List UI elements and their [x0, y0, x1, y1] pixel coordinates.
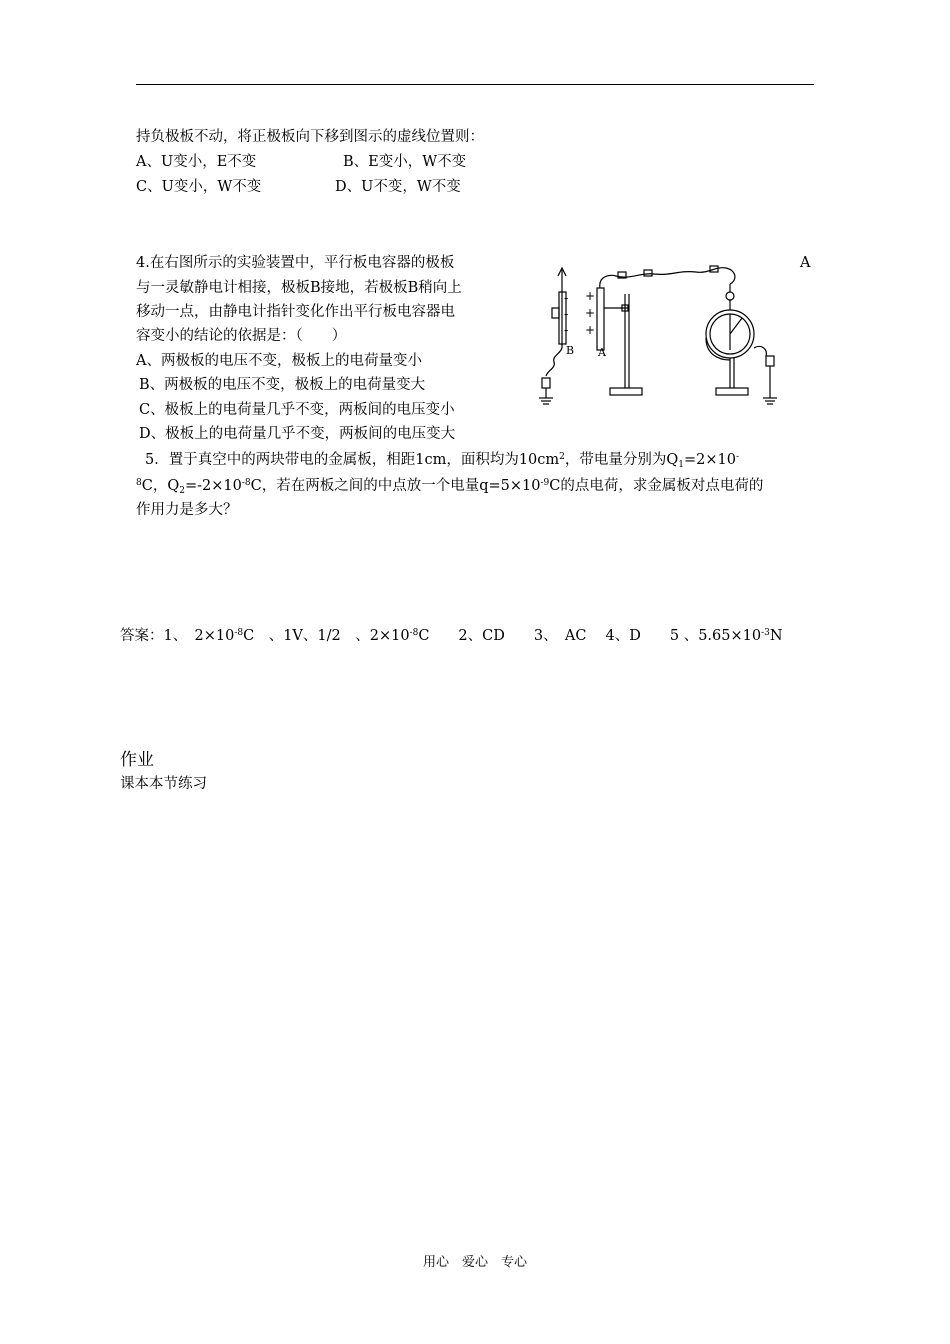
q4-option-d: D、极板上的电荷量几乎不变，两板间的电压变大 — [139, 426, 456, 442]
plate-b-handle — [552, 308, 559, 318]
q4-option-b: B、两极板的电压不变，极板上的电荷量变大 — [139, 377, 426, 393]
q5-line3: 作用力是多大？ — [136, 502, 238, 518]
q4-option-a: A、两极板的电压不变，极板上的电荷量变小 — [136, 353, 422, 369]
electrometer-needle — [730, 318, 742, 334]
plus-sign-2: + — [585, 306, 596, 320]
header-rule — [136, 84, 814, 85]
minus-sign-3: - — [564, 323, 569, 337]
plus-sign-1: + — [585, 289, 596, 303]
q4-stem-line1: 4.在右图所示的实验装置中，平行板电容器的极板 — [136, 255, 455, 271]
page-footer: 用心 爱心 专心 — [422, 1255, 527, 1270]
q3-option-c: C、U变小，W不变 — [136, 179, 262, 195]
homework-body: 课本本节练习 — [120, 776, 207, 792]
q4-stem-line4: 容变小的结论的依据是：（ ） — [136, 328, 347, 344]
clamp-e — [766, 356, 774, 366]
plus-sign-3: + — [585, 323, 596, 337]
label-plate-a: A — [598, 346, 606, 359]
q4-option-c: C、极板上的电荷量几乎不变，两板间的电压变小 — [139, 402, 455, 418]
ground-wire-b — [546, 348, 562, 376]
q3-option-a: A、U变小，E不变 — [136, 154, 257, 170]
q5-line1: 5．置于真空中的两块带电的金属板，相距1cm，面积均为$10cm^2$，带电量分别为$Q_1=2\times 10^-$ — [145, 452, 740, 470]
minus-sign-2: - — [564, 307, 569, 321]
q3-option-d: D、U不变，W不变 — [335, 179, 461, 195]
q5-line2: $^8$C，$Q_2=-2\times 10^{-8}C$，若在两板之间的中点放一个电量$q=5\times 10^{-9}C$的点电荷，求金属板对点电荷的 — [136, 478, 764, 496]
homework-title: 作业 — [120, 750, 154, 770]
q4-stem-line2: 与一灵敏静电计相接，极板B接地，若极板B稍向上 — [136, 280, 462, 296]
clamp-b — [542, 378, 550, 388]
electrometer-apparatus-figure — [530, 258, 800, 410]
electrometer-knob — [726, 292, 734, 300]
plate-a — [597, 288, 604, 350]
electrometer-base — [716, 388, 748, 395]
q3-stem: 持负极板不动，将正极板向下移到图示的虚线位置则： — [136, 129, 484, 145]
minus-sign-1: - — [564, 291, 569, 305]
q3-option-b: B、E变小，W不变 — [343, 154, 467, 170]
label-plate-b: B — [566, 344, 575, 357]
q4-figure-label-top: A — [800, 255, 811, 271]
answer-line: 答案：1、 $2\times 10^{-8}C$ 、1V、1/2 、$2\times 10^{-8}C$ 2、CD 3、 AC 4、D 5 、$5.65\times 10^{-3}N$ — [120, 628, 783, 644]
ground-wire-e — [754, 346, 766, 356]
stand-base — [610, 388, 642, 395]
electrometer-shield — [706, 338, 730, 360]
q4-stem-line3: 移动一点，由静电计指针变化作出平行板电容器电 — [136, 304, 455, 320]
